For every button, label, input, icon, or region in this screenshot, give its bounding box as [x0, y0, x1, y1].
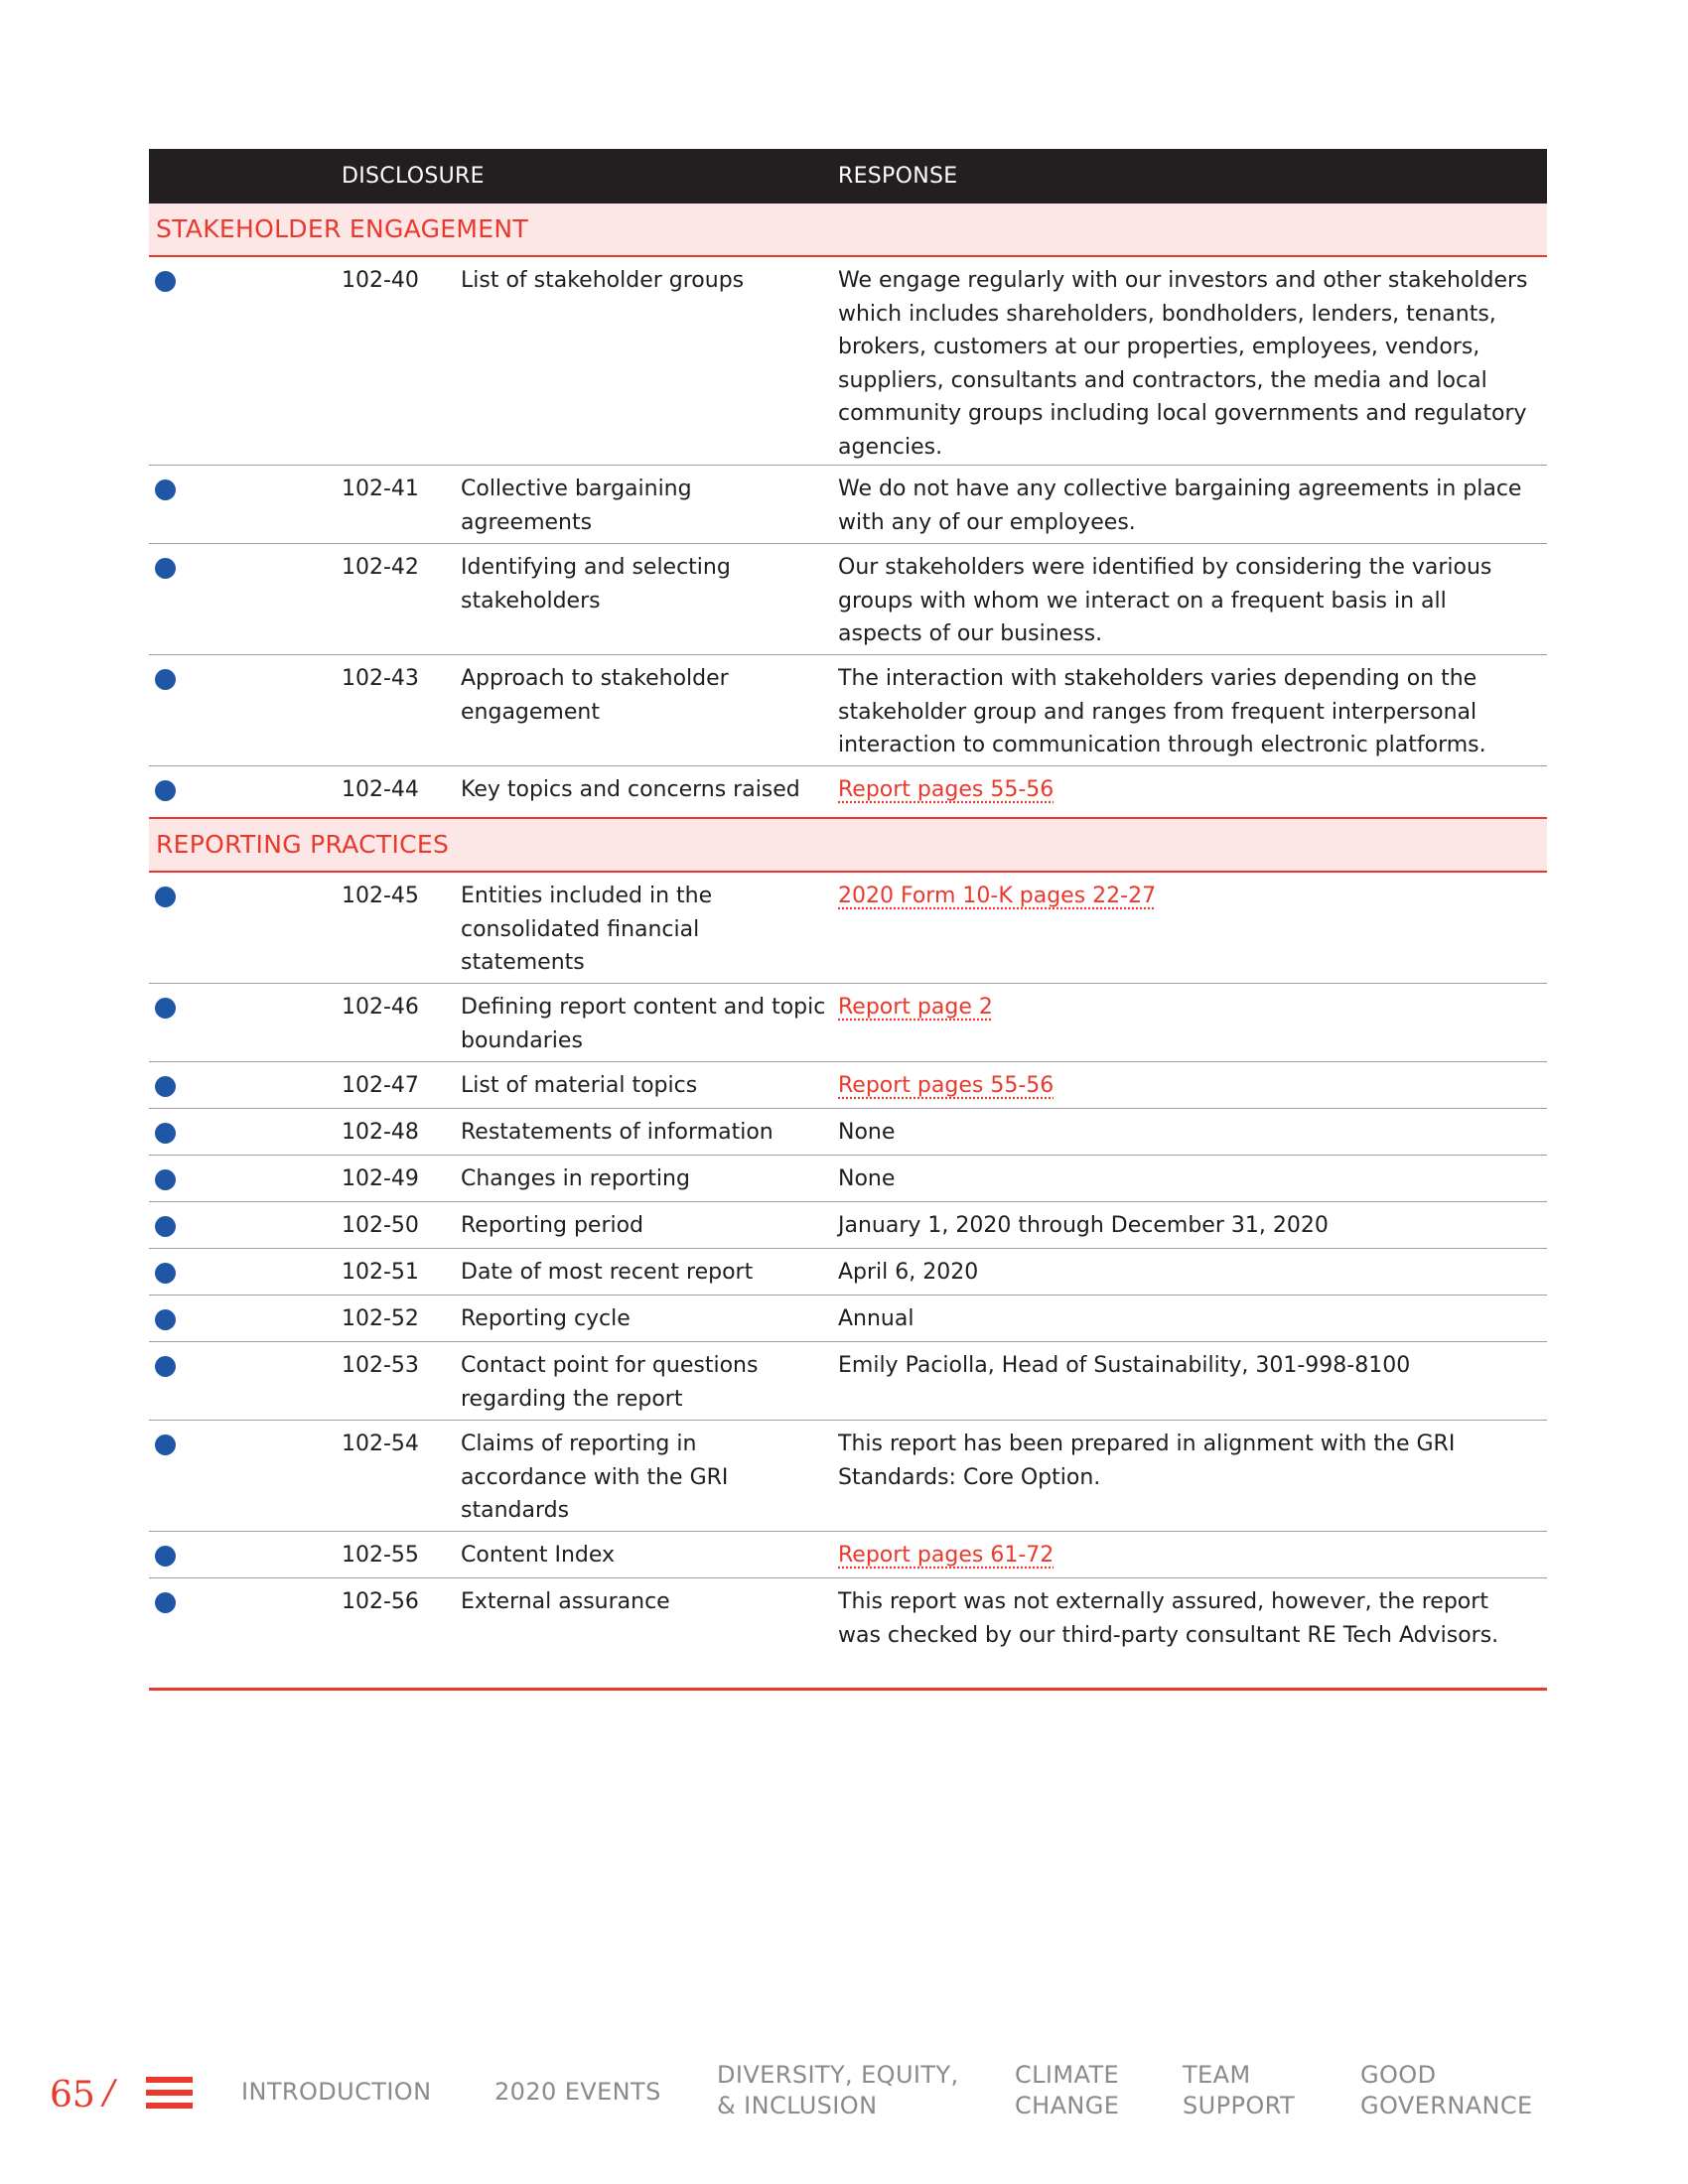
nav-introduction[interactable]: INTRODUCTION — [241, 2078, 432, 2106]
disclosure-title: Content Index — [461, 1543, 616, 1568]
disclosure-response: January 1, 2020 through December 31, 2020 — [838, 1213, 1329, 1238]
nav-2020-events[interactable]: 2020 EVENTS — [494, 2078, 661, 2106]
disclosure-response: None — [838, 1166, 896, 1191]
disclosure-code: 102-53 — [342, 1353, 419, 1378]
disclosure-response: None — [838, 1120, 896, 1145]
disclosure-code: 102-54 — [342, 1432, 419, 1456]
disclosure-code: 102-47 — [342, 1073, 419, 1098]
disclosure-title: External assurance — [461, 1589, 670, 1614]
bullet-icon — [155, 998, 176, 1019]
disclosure-title: Changes in reporting — [461, 1166, 690, 1191]
disclosure-response: This report has been prepared in alignment with the GRI Standards: Core Option. — [838, 1432, 1456, 1490]
page-number: 65 — [50, 2075, 95, 2116]
bullet-icon — [155, 1076, 176, 1097]
disclosure-title: Defining report content and topic boundaries — [461, 995, 826, 1053]
table-row — [149, 1062, 1547, 1109]
table-row — [149, 1109, 1547, 1156]
table-row — [149, 1249, 1547, 1296]
table-row — [149, 1202, 1547, 1249]
section-title: STAKEHOLDER ENGAGEMENT — [156, 214, 528, 243]
disclosure-code: 102-51 — [342, 1260, 419, 1285]
table-row — [149, 1532, 1547, 1578]
bullet-icon — [155, 558, 176, 579]
bullet-icon — [155, 479, 176, 500]
disclosure-response: We do not have any collective bargaining agreements in place with any of our employees. — [838, 477, 1522, 535]
table-row — [149, 655, 1547, 766]
disclosure-title: Claims of reporting in accordance with the GRI standards — [461, 1432, 729, 1523]
table-row — [149, 466, 1547, 544]
bullet-icon — [155, 669, 176, 690]
table-row — [149, 257, 1547, 466]
report-pages-link[interactable]: Report pages 61-72 — [838, 1543, 1055, 1568]
header-response: RESPONSE — [838, 164, 958, 189]
header-disclosure: DISCLOSURE — [342, 164, 485, 189]
section-reporting-practices — [149, 819, 1547, 873]
disclosure-code: 102-50 — [342, 1213, 419, 1238]
bullet-icon — [155, 1592, 176, 1613]
bullet-icon — [155, 1123, 176, 1144]
table-row — [149, 1421, 1547, 1532]
bullet-icon — [155, 1263, 176, 1284]
disclosure-code: 102-56 — [342, 1589, 419, 1614]
page-separator: / — [103, 2073, 115, 2113]
disclosure-code: 102-40 — [342, 268, 419, 293]
disclosure-response: Annual — [838, 1306, 914, 1331]
disclosure-title: Restatements of information — [461, 1120, 774, 1145]
disclosure-code: 102-43 — [342, 666, 419, 691]
disclosure-title: Reporting cycle — [461, 1306, 631, 1331]
table-row — [149, 766, 1547, 819]
table-row — [149, 1296, 1547, 1342]
disclosure-code: 102-55 — [342, 1543, 419, 1568]
disclosure-response: Our stakeholders were identified by considering the various groups with whom we interact on a frequent basis in all aspects of our business. — [838, 555, 1492, 646]
table-row — [149, 873, 1547, 984]
bullet-icon — [155, 271, 176, 292]
nav-diversity-equity-inclusion[interactable]: DIVERSITY, EQUITY, & INCLUSION — [717, 2061, 959, 2119]
form-10k-link[interactable]: 2020 Form 10-K pages 22-27 — [838, 884, 1157, 908]
bullet-icon — [155, 1169, 176, 1190]
nav-good-governance[interactable]: GOOD GOVERNANCE — [1360, 2061, 1533, 2119]
table-row — [149, 1342, 1547, 1421]
section-title: REPORTING PRACTICES — [156, 830, 450, 859]
hamburger-menu-icon[interactable] — [146, 2077, 193, 2110]
disclosure-response: Emily Paciolla, Head of Sustainability, 301-998-8100 — [838, 1353, 1411, 1378]
report-pages-link[interactable]: Report pages 55-56 — [838, 777, 1055, 802]
bullet-icon — [155, 1356, 176, 1377]
disclosure-response: This report was not externally assured, however, the report was checked by our third-party consultant RE Tech Advisors. — [838, 1589, 1499, 1648]
disclosure-title: Approach to stakeholder engagement — [461, 666, 729, 725]
disclosure-code: 102-44 — [342, 777, 419, 802]
disclosure-code: 102-41 — [342, 477, 419, 501]
disclosure-title: Entities included in the consolidated financial statements — [461, 884, 713, 975]
gri-content-index-table — [149, 149, 1547, 1691]
nav-team-support[interactable]: TEAM SUPPORT — [1183, 2061, 1296, 2119]
table-row — [149, 1578, 1547, 1691]
report-page-link[interactable]: Report page 2 — [838, 995, 993, 1020]
disclosure-code: 102-48 — [342, 1120, 419, 1145]
bullet-icon — [155, 887, 176, 907]
bullet-icon — [155, 1309, 176, 1330]
table-header — [149, 149, 1547, 204]
section-stakeholder-engagement — [149, 204, 1547, 257]
disclosure-title: Reporting period — [461, 1213, 644, 1238]
table-row — [149, 544, 1547, 655]
disclosure-code: 102-49 — [342, 1166, 419, 1191]
disclosure-title: Collective bargaining agreements — [461, 477, 692, 535]
disclosure-title: Date of most recent report — [461, 1260, 754, 1285]
table-row — [149, 1156, 1547, 1202]
disclosure-title: Contact point for questions regarding the report — [461, 1353, 759, 1412]
report-pages-link[interactable]: Report pages 55-56 — [838, 1073, 1055, 1098]
disclosure-title: Identifying and selecting stakeholders — [461, 555, 731, 614]
disclosure-code: 102-45 — [342, 884, 419, 908]
disclosure-response: We engage regularly with our investors and other stakeholders which includes shareholders, bondholders, lenders, tenants, brokers, customers at our properties, employees, vendors, suppliers, consultants and contractors, the media and local community groups including local governments and regulatory agencies. — [838, 268, 1528, 460]
nav-climate-change[interactable]: CLIMATE CHANGE — [1015, 2061, 1120, 2119]
bullet-icon — [155, 1216, 176, 1237]
disclosure-title: Key topics and concerns raised — [461, 777, 800, 802]
disclosure-title: List of stakeholder groups — [461, 268, 745, 293]
bullet-icon — [155, 1434, 176, 1455]
disclosure-code: 102-52 — [342, 1306, 419, 1331]
disclosure-response: April 6, 2020 — [838, 1260, 979, 1285]
footer-nav — [0, 2045, 1688, 2144]
disclosure-response: The interaction with stakeholders varies depending on the stakeholder group and ranges from frequent interpersonal interaction to communication through electronic platforms. — [838, 666, 1486, 757]
disclosure-code: 102-46 — [342, 995, 419, 1020]
disclosure-code: 102-42 — [342, 555, 419, 580]
table-row — [149, 984, 1547, 1062]
bullet-icon — [155, 780, 176, 801]
bullet-icon — [155, 1546, 176, 1567]
disclosure-title: List of material topics — [461, 1073, 698, 1098]
